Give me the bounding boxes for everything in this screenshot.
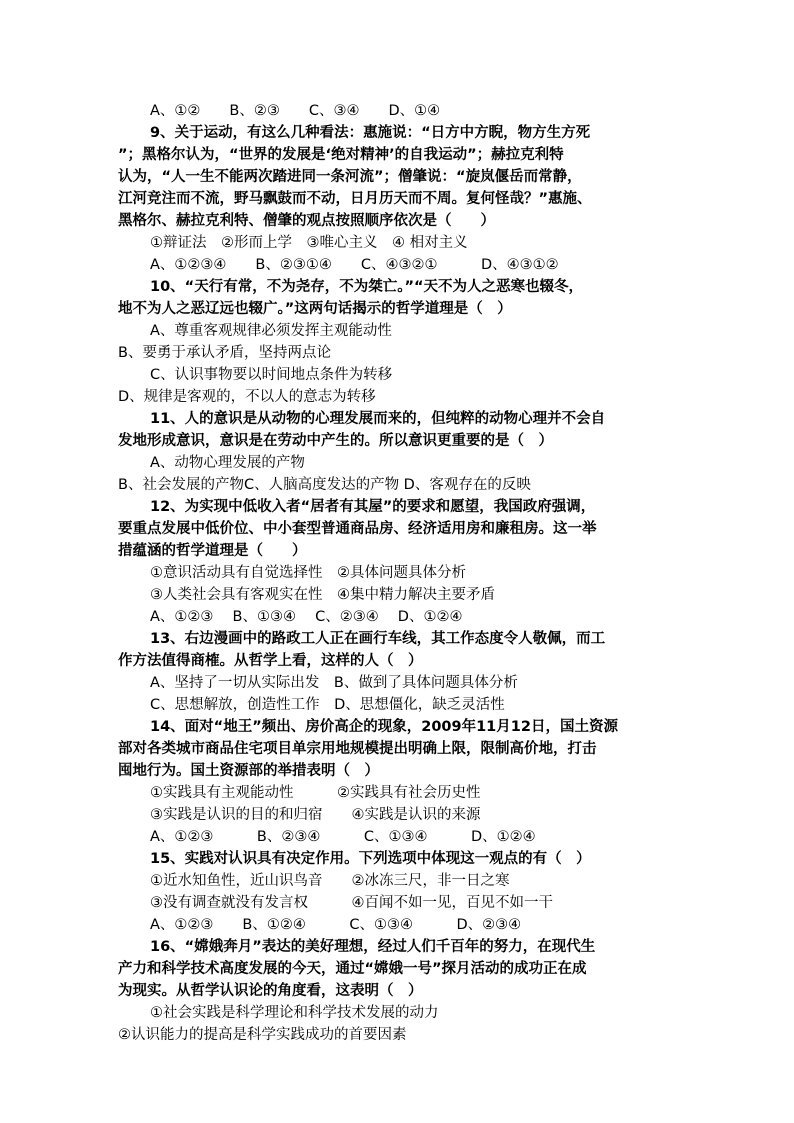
q15-choices-1: ①近水知鱼性，近山识鸟音 ②冰冻三尺，非一日之寒: [150, 873, 510, 889]
q13-options-cd: C、思想解放，创造性工作 D、思想僵化，缺乏灵活性: [150, 697, 505, 713]
q11-options-bcd: B、社会发展的产物C、人脑高度发达的产物 D、客观存在的反映: [118, 477, 531, 493]
q12-stem-line1: 12、为实现中低收入者“居者有其屋”的要求和愿望，我国政府强调，: [150, 499, 596, 515]
q15-options: A、①②③ B、①②④ C、①③④ D、②③④: [150, 917, 522, 933]
q16-stem-line2: 产力和科学技术高度发展的今天，通过“嫦娥一号”探月活动的成功正在成: [118, 961, 587, 977]
q10-option-c: C、认识事物要以时间地点条件为转移: [150, 367, 393, 383]
q15-choices-2: ③没有调查就没有发言权 ④百闻不如一见，百见不如一干: [150, 895, 553, 911]
q10-option-b: B、要勇于承认矛盾，坚持两点论: [118, 345, 331, 361]
q10-option-a: A、尊重客观规律必须发挥主观能动性: [150, 323, 392, 339]
q12-options: A、①②③ B、①③④ C、②③④ D、①②④: [150, 609, 463, 625]
q11-option-a: A、动物心理发展的产物: [150, 455, 305, 471]
q9-stem-line4: 江河竞注而不流，野马飘鼓而不动，日月历天而不周。复何怪哉？”惠施、: [118, 191, 592, 207]
q13-options-ab: A、坚持了一切从实际出发 B、做到了具体问题具体分析: [150, 675, 518, 691]
q13-stem-line1: 13、右边漫画中的路政工人正在画行车线，其工作态度令人敬佩，而工: [150, 631, 606, 647]
q14-options: A、①②③ B、②③④ C、①③④ D、①②④: [150, 829, 536, 845]
q14-choices-1: ①实践具有主观能动性 ②实践具有社会历史性: [150, 785, 481, 801]
q12-stem-line2: 要重点发展中低价位、中小套型普通商品房、经济适用房和廉租房。这一举: [118, 521, 597, 537]
q12-choices-2: ③人类社会具有客观实在性 ④集中精力解决主要矛盾: [150, 587, 495, 603]
q12-stem-line3: 措蕴涵的哲学道理是（ ）: [118, 543, 307, 559]
q9-stem-line1: 9、关于运动，有这么几种看法：惠施说：“日方中方睨，物方生方死: [150, 125, 591, 141]
q11-stem-line1: 11、人的意识是从动物的心理发展而来的，但纯粹的动物心理并不会自: [150, 411, 606, 427]
q10-stem-line2: 地不为人之恶辽远也辍广。”这两句话揭示的哲学道理是（ ）: [118, 301, 512, 317]
q9-stem-line3: 认为，“人一生不能两次踏进同一条河流”；僧肇说：“旋岚偃岳而常静，: [118, 169, 582, 185]
q11-stem-line2: 发地形成意识，意识是在劳动中产生的。所以意识更重要的是（ ）: [118, 433, 553, 449]
q10-stem-line1: 10、“天行有常，不为尧存，不为桀亡。”“天不为人之恶寒也辍冬，: [150, 279, 584, 295]
q16-stem-line1: 16、“嫦娥奔月”表达的美好理想，经过人们千百年的努力，在现代生: [150, 939, 596, 955]
q9-choices: ①辩证法 ②形而上学 ③唯心主义 ④ 相对主义: [150, 235, 468, 251]
q13-stem-line2: 作方法值得商榷。从哲学上看，这样的人（ ）: [118, 653, 423, 669]
q8-options: A、①② B、②③ C、③④ D、①④: [150, 103, 441, 119]
q14-stem-line3: 囤地行为。国土资源部的举措表明（ ）: [118, 763, 379, 779]
q14-choices-2: ③实践是认识的目的和归宿 ④实践是认识的来源: [150, 807, 481, 823]
q9-options: A、①②③④ B、②③①④ C、④③②① D、④③①②: [150, 257, 559, 273]
q9-stem-line5: 黑格尔、赫拉克利特、僧肇的观点按照顺序依次是（ ）: [118, 213, 495, 229]
q14-stem-line1: 14、面对“地王”频出、房价高企的现象，2009年11月12日，国土资源: [150, 719, 618, 735]
q15-stem: 15、实践对认识具有决定作用。下列选项中体现这一观点的有（ ）: [150, 851, 591, 867]
q10-option-d: D、规律是客观的，不以人的意志为转移: [118, 389, 376, 405]
q14-stem-line2: 部对各类城市商品住宅项目单宗用地规模提出明确上限，限制高价地，打击: [118, 741, 597, 757]
q16-choice-1: ①社会实践是科学理论和科学技术发展的动力: [150, 1005, 439, 1021]
q12-choices-1: ①意识活动具有自觉选择性 ②具体问题具体分析: [150, 565, 466, 581]
q16-stem-line3: 为现实。从哲学认识论的角度看，这表明（ ）: [118, 983, 423, 999]
q16-choice-2: ②认识能力的提高是科学实践成功的首要因素: [118, 1027, 407, 1043]
q9-stem-line2: ”；黑格尔认为，“世界的发展是‘绝对精神’的自我运动”；赫拉克利特: [118, 147, 564, 163]
